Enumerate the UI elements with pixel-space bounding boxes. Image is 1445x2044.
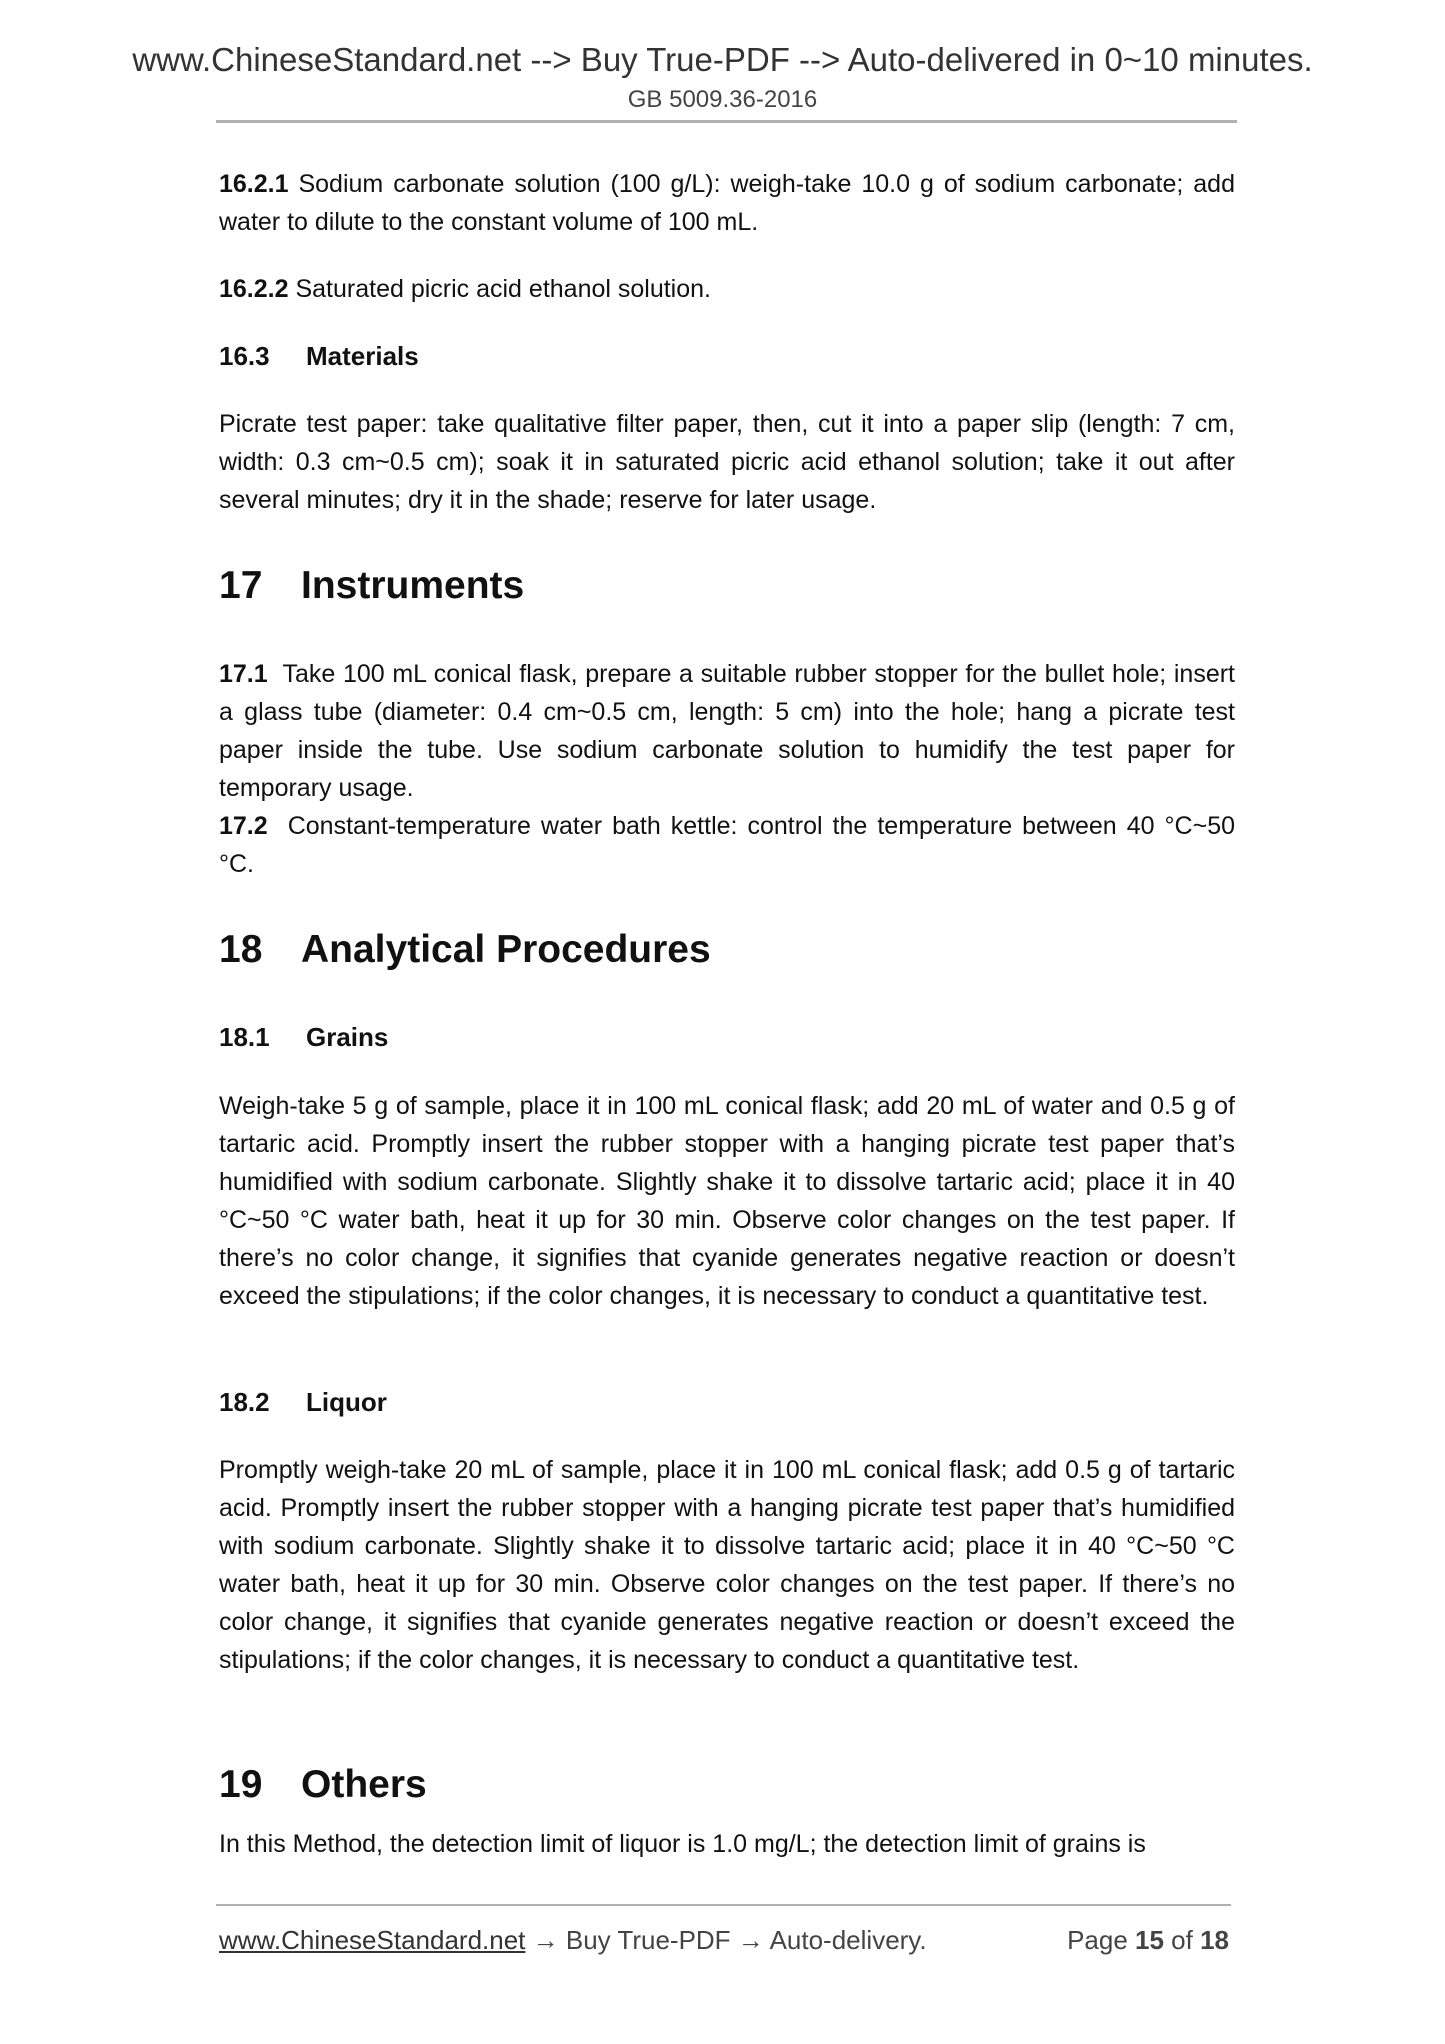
heading-19 [219,1763,427,1807]
page-of: of [1163,1925,1201,1955]
para-19: In this Method, the detection limit of liquor is 1.0 mg/L; the detection limit of grains is [219,1830,1146,1858]
heading-18-1 [219,1022,388,1053]
standard-number: GB 5009.36-2016 [627,86,818,113]
clause-number: 16.2.1 [219,170,289,198]
heading-16-3 [219,341,419,372]
heading-title: Instruments [301,564,525,607]
heading-number: 18.2 [219,1387,270,1417]
page-label: Page [1067,1925,1136,1955]
para-17-1 [219,655,1242,807]
header-banner: www.ChineseStandard.net --> Buy True-PDF --> Auto-delivered in 0~10 minutes. [132,41,1313,78]
heading-title: Analytical Procedures [301,928,711,971]
footer [219,1925,1229,1956]
heading-title: Materials [306,341,419,371]
heading-number: 18.1 [219,1022,270,1052]
clause-number: 16.2.2 [219,275,289,303]
heading-number: 16.3 [219,341,270,371]
para-16-2-2 [219,270,1235,308]
heading-17 [219,564,524,608]
clause-number: 17.2 [219,812,268,840]
para-18-1: Weigh-take 5 g of sample, place it in 100 mL conical flask; add 20 mL of water and 0.5 g of tartaric acid. Promptly insert the rubber stopper with a hanging picrate test paper that’s humidified with sodium carbonate. Slightly shake it to dissolve tartaric acid; place it in 40 °C~50 °C water bath, heat it up for 30 min. Observe color changes on the test paper. If there’s no color change, it signifies that cyanide generates negative reaction or doesn’t exceed the stipulations; if the color changes, it is necessary to conduct a quantitative test. [219,1092,1235,1310]
footer-link[interactable]: www.ChineseStandard.net [219,1925,526,1955]
para-16-3: Picrate test paper: take qualitative filter paper, then, cut it into a paper slip (length: 7 cm, width: 0.3 cm~0.5 cm); soak it in saturated picric acid ethanol solution; take it out after several minutes; dry it in the shade; reserve for later usage. [219,410,1235,514]
para-16-2-1 [219,165,1235,241]
page-indicator [1067,1925,1229,1956]
heading-number: 18 [219,928,263,971]
clause-number: 17.1 [219,660,268,688]
para-text: Take 100 mL conical flask, prepare a suitable rubber stopper for the bullet hole; insert a glass tube (diameter: 0.4 cm~0.5 cm, length: 5 cm) into the hole; hang a picrate test paper inside the tube. Use sodium carbonate solution to humidify the test paper for temporary usage. [219,660,1242,802]
heading-number: 19 [219,1763,263,1806]
heading-title: Others [301,1763,427,1806]
para-18-2: Promptly weigh-take 20 mL of sample, place it in 100 mL conical flask; add 0.5 g of tartaric acid. Promptly insert the rubber stopper with a hanging picrate test paper that’s humidified with sodium carbonate. Slightly shake it to dissolve tartaric acid; place it in 40 °C~50 °C water bath, heat it up for 30 min. Observe color changes on the test paper. If there’s no color change, it signifies that cyanide generates negative reaction or doesn’t exceed the stipulations; if the color changes, it is necessary to conduct a quantitative test. [219,1456,1235,1674]
footer-rule [216,1904,1231,1906]
page-number: 15 [1135,1925,1164,1955]
para-text: Saturated picric acid ethanol solution. [288,275,711,303]
heading-18 [219,928,711,972]
para-text: Constant-temperature water bath kettle: control the temperature between 40 °C~50 °C. [219,812,1242,878]
heading-title: Liquor [306,1387,387,1417]
header-rule [216,120,1237,123]
para-17-2 [219,807,1242,883]
heading-title: Grains [306,1022,389,1052]
heading-number: 17 [219,564,263,607]
footer-text: → Buy True-PDF → Auto-delivery. [525,1925,927,1955]
para-text: Sodium carbonate solution (100 g/L): weigh-take 10.0 g of sodium carbonate; add water to dilute to the constant volume of 100 mL. [219,170,1235,236]
heading-18-2 [219,1387,387,1418]
page-total: 18 [1200,1925,1229,1955]
